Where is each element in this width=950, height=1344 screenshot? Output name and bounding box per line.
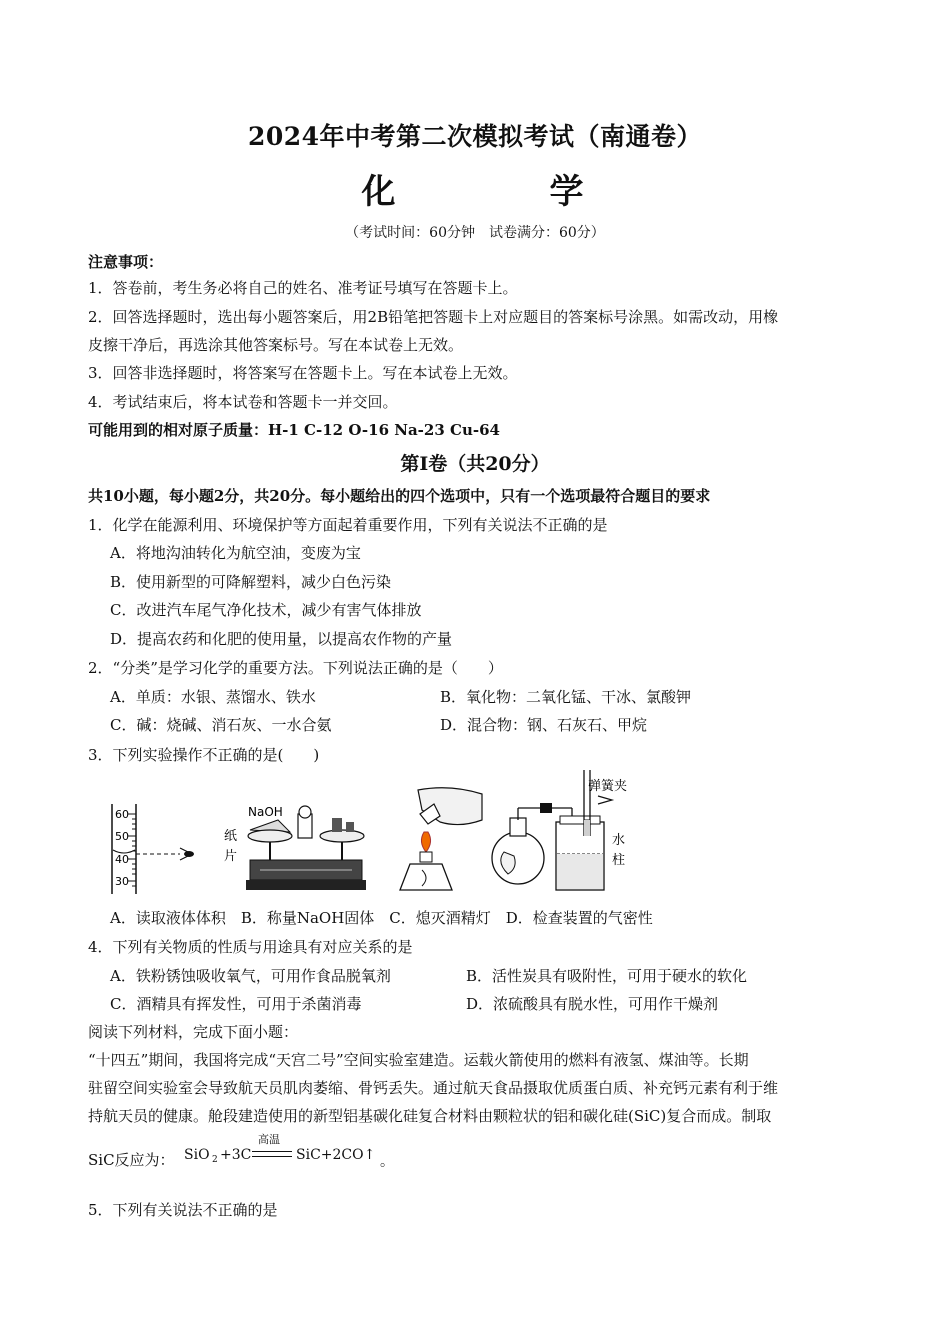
- notes-heading: 注意事项：: [88, 253, 164, 271]
- reading-line-4: SiC反应为：: [88, 1151, 175, 1169]
- q1-option-a: A．将地沟油转化为航空油，变废为宝: [110, 544, 361, 562]
- note-4: 4．考试结束后，将本试卷和答题卡一并交回。: [88, 393, 398, 411]
- cylinder-tick-30: 30: [115, 875, 129, 888]
- paper-label-1: 纸: [224, 829, 238, 844]
- note-2a: 2．回答选择题时，选出每小题答案后，用2B铅笔把答题卡上对应题目的答案标号涂黑。如需改动，用橡: [88, 308, 779, 326]
- note-3: 3．回答非选择题时，将答案写在答题卡上。写在本试卷上无效。: [88, 364, 518, 382]
- cylinder-tick-40: 40: [115, 853, 129, 866]
- q2-option-a: A．单质：水银、蒸馏水、铁水: [110, 688, 316, 706]
- q4-option-b: B．活性炭具有吸附性，可用于硬水的软化: [466, 967, 748, 985]
- q4-stem: 4．下列有关物质的性质与用途具有对应关系的是: [88, 938, 413, 956]
- reading-line-1: “十四五”期间，我国将完成“天宫二号”空间实验室建造。运载火箭使用的燃料有液氢、煤油等。长期: [88, 1051, 749, 1069]
- reading-line-3: 持航天员的健康。舱段建造使用的新型铝基碳化硅复合材料由颗粒状的铝和碳化硅(SiC)复合而成。制取: [88, 1107, 772, 1125]
- q4-option-c: C．酒精具有挥发性，可用于杀菌消毒: [110, 995, 362, 1013]
- section-instruction: 共10小题，每小题2分，共20分。每小题给出的四个选项中，只有一个选项最符合题目的要求: [88, 487, 711, 505]
- eq-mid: +3C: [220, 1147, 252, 1163]
- alcohol-lamp-figure: [400, 788, 482, 890]
- q2-option-d: D．混合物：钢、石灰石、甲烷: [440, 716, 648, 734]
- cylinder-tick-60: 60: [115, 808, 129, 821]
- exam-time-score: （考试时间：60分钟 试卷满分：60分）: [345, 225, 605, 241]
- eq-double-line: [252, 1151, 292, 1157]
- q5-stem: 5．下列有关说法不正确的是: [88, 1201, 278, 1219]
- q2-stem: 2．“分类”是学习化学的重要方法。下列说法正确的是（ ）: [88, 659, 503, 677]
- reading-line-2: 驻留空间实验室会导致航天员肌肉萎缩、骨钙丢失。通过航天食品摄取优质蛋白质、补充钙元素有利于维: [88, 1079, 779, 1097]
- balance-figure: [224, 805, 366, 890]
- q1-option-d: D．提高农药和化肥的使用量，以提高农作物的产量: [110, 630, 453, 648]
- q3-options: A．读取液体体积 B．称量NaOH固体 C．熄灭酒精灯 D．检查装置的气密性: [110, 909, 653, 927]
- eq-subscript: 2: [212, 1155, 218, 1165]
- exam-title: 2024年中考第二次模拟考试（南通卷）: [247, 122, 703, 151]
- q4-option-a: A．铁粉锈蚀吸收氧气，可用作食品脱氧剂: [110, 967, 391, 985]
- airtightness-figure: [492, 770, 627, 890]
- atomic-masses: 可能用到的相对原子质量：H-1 C-12 O-16 Na-23 Cu-64: [88, 421, 500, 439]
- q2-option-c: C．碱：烧碱、消石灰、一水合氨: [110, 716, 332, 734]
- q1-stem: 1．化学在能源利用、环境保护等方面起着重要作用，下列有关说法不正确的是: [88, 516, 608, 534]
- q3-stem: 3．下列实验操作不正确的是( ): [88, 746, 320, 764]
- q2-option-b: B．氧化物：二氧化锰、干冰、氯酸钾: [440, 688, 692, 706]
- clip-label: 弹簧夹: [588, 779, 628, 794]
- q4-option-d: D．浓硫酸具有脱水性，可用作干燥剂: [466, 995, 719, 1013]
- water-label-2: 柱: [612, 853, 626, 868]
- q1-option-c: C．改进汽车尾气净化技术，减少有害气体排放: [110, 601, 422, 619]
- note-1: 1．答卷前，考生务必将自己的姓名、准考证号填写在答题卡上。: [88, 279, 518, 297]
- eq-right: SiC+2CO↑: [296, 1147, 376, 1163]
- flame-icon: [421, 832, 430, 852]
- paper-label-2: 片: [224, 849, 238, 864]
- section-title: 第I卷（共20分）: [400, 453, 550, 475]
- q3-figures: [100, 770, 660, 900]
- subject-title: 化 学: [361, 172, 644, 212]
- eq-end: 。: [380, 1154, 394, 1170]
- reading-intro: 阅读下列材料，完成下面小题：: [88, 1023, 299, 1041]
- naoh-label: NaOH: [248, 805, 283, 819]
- note-2b: 皮擦干净后，再选涂其他答案标号。写在本试卷上无效。: [88, 336, 464, 354]
- eq-left: SiO: [184, 1147, 210, 1163]
- q1-option-b: B．使用新型的可降解塑料，减少白色污染: [110, 573, 392, 591]
- cylinder-tick-50: 50: [115, 830, 129, 843]
- eye-icon: [184, 851, 194, 857]
- water-label-1: 水: [612, 833, 626, 848]
- eq-condition: 高温: [258, 1133, 280, 1146]
- graduated-cylinder-figure: [112, 804, 194, 894]
